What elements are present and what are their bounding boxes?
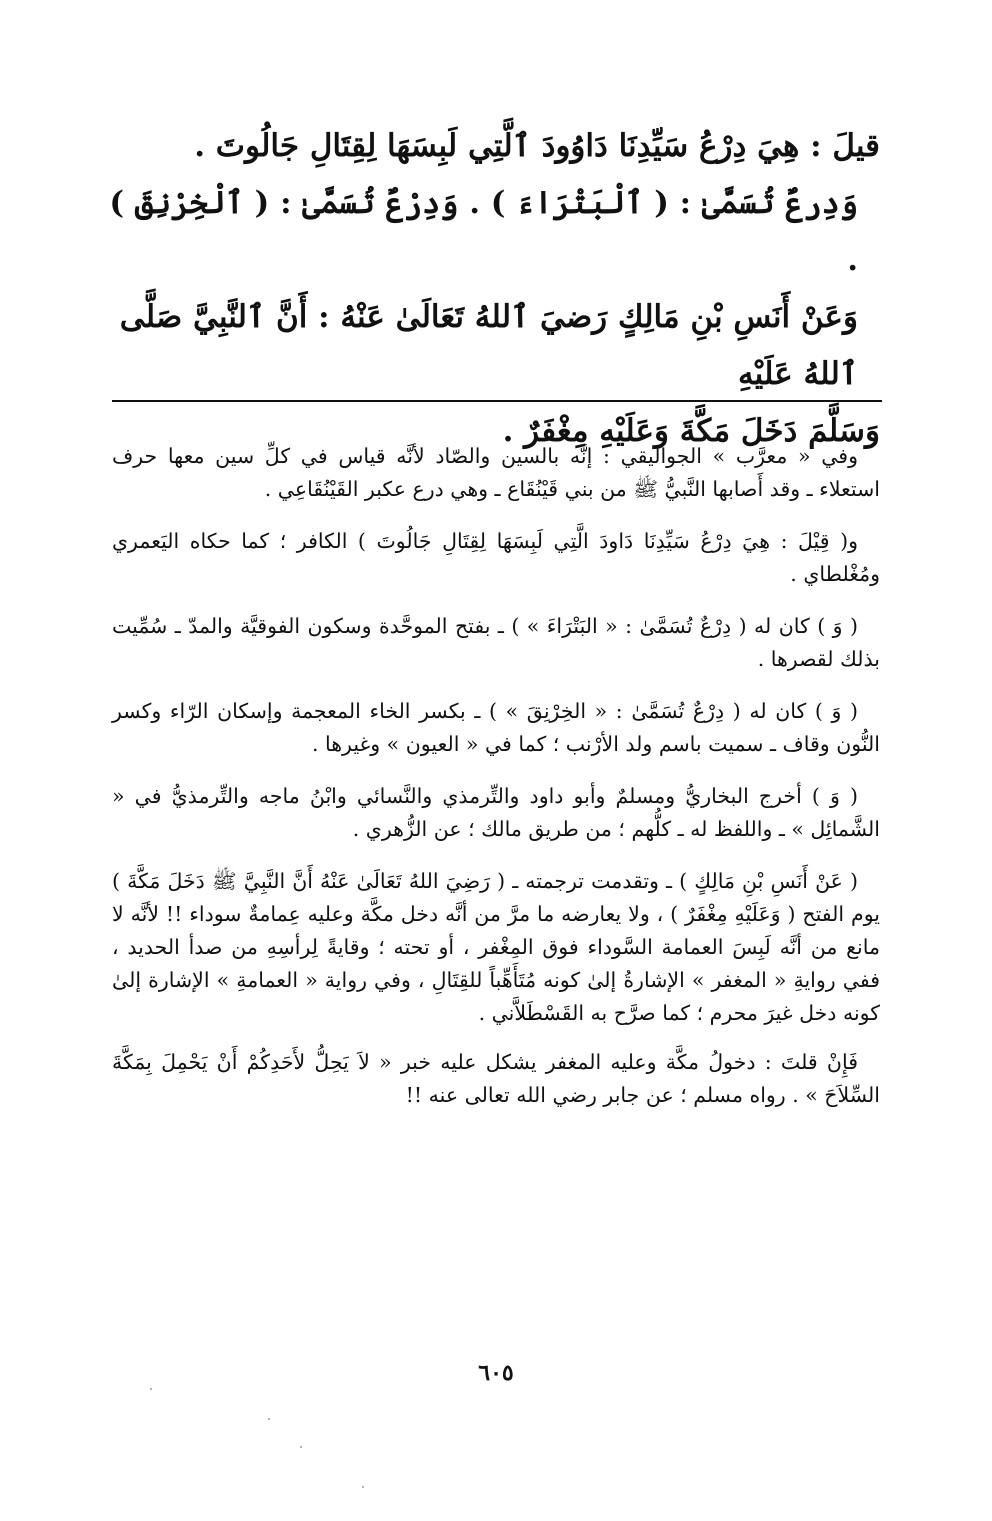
main-text-line: وَدِرعٌ تُسَمَّىٰ : ( ٱلْبَتْرَاءَ ) . وَدِرْعٌ تُسَمَّىٰ : ( ٱلْخِرْنِقَ ) . xyxy=(109,185,858,278)
commentary-paragraph: فَإِنْ قلتَ : دخولُ مكَّة وعليه المغفر يشكل عليه خبر « لاَ يَحِلُّ لأَحَدِكُمْ أَنْ يَحْمِلَ بِمَكَّةَ السِّلاَحَ » . رواه مسلم ؛ عن جابر رضي الله تعالى عنه !! xyxy=(112,1050,880,1107)
commentary-paragraph: ( وَ ) أخرج البخاريُّ ومسلمٌ وأبو داود والتِّرمذي والنَّسائي وابْنُ ماجه والتِّرمذيُّ في « الشَّمائِل » ـ واللفظ له ـ كلُّهم ؛ من طريق مالك ؛ عن الزُّهري . xyxy=(112,784,880,841)
main-text-line: وَعَنْ أَنَسِ بْنِ مَالِكٍ رَضيَ ٱللهُ تَعَالَىٰ عَنْهُ : أَنَّ ٱلنَّبِيَّ صَلَّى ٱللهُ عَلَيْهِ xyxy=(119,299,858,392)
scan-speck xyxy=(268,1418,270,1420)
main-text-block xyxy=(100,118,880,460)
scan-speck xyxy=(150,1388,152,1390)
scan-speck xyxy=(300,1446,302,1448)
main-text-line: وَسَلَّمَ دَخَلَ مَكَّةَ وَعَلَيْهِ مِغْفَرٌ . xyxy=(502,413,880,449)
commentary-paragraph: ( وَ ) كان له ( دِرْعٌ تُسَمَّىٰ : « الخِرْنِقَ » ) ـ بكسر الخاء المعجمة وإسكان الرّاء وكسر النُّون وقاف ـ سميت باسم ولد الأرْنب ؛ كما في « العيون » وغيرها . xyxy=(112,699,880,756)
scan-speck xyxy=(362,1486,364,1488)
main-text-line: قيلَ : هِيَ دِرْعُ سَيِّدِنَا دَاوُودَ ٱلَّتِي لَبِسَهَا لِقِتَالِ جَالُوتَ . xyxy=(194,128,880,164)
commentary-paragraph: ( عَنْ أَنَسِ بْنِ مَالِكٍ ) ـ وتقدمت ترجمته ـ ( رَضِيَ اللهُ تَعَالَىٰ عَنْهُ أَنَّ النَّبِيَّ ﷺ دَخَلَ مَكَّةَ ) يوم الفتح ( وَعَلَيْهِ مِغْفَرٌ ) ، ولا يعارضه ما مرَّ من أنَّه دخل مكَّة وعليه عِمامةٌ سوداء !! لأنَّه لا مانع من أنَّه لَبِسَ العمامة السَّوداء فوق المِغْفر ، أو تحته ؛ وقايةً لِرأسِهِ من صدأ الحديد ، ففي روايةِ « المغفر » الإشارةُ إلىٰ كونه مُتَأَهِّباً للقِتَالِ ، وفي رواية « العمامةِ » الإشارة إلىٰ كونه دخل غيرَ محرم ؛ كما صرَّح به القَسْطَلاَّني . xyxy=(112,869,880,1025)
commentary-block xyxy=(112,440,880,1131)
commentary-paragraph: ( وَ ) كان له ( دِرْعٌ تُسَمَّىٰ : « البَتْرَاءَ » ) ـ بفتح الموحَّدة وسكون الفوقيَّة والمدّ ـ سُمِّيت بذلك لقصرها . xyxy=(112,614,880,671)
page-number: ٦٠٥ xyxy=(478,1360,514,1386)
commentary-paragraph: وفي « معرَّب » الجواليقي : إنَّه بالسين والصّاد لأنَّه قياس في كلِّ سين معها حرف استعلاء ـ وقد أَصابها النَّبيُّ ﷺ من بني قَيْنُقَاع ـ وهي درع عكبر القَيْنُقَاعِي . xyxy=(112,444,880,501)
footnote-divider xyxy=(112,400,882,402)
commentary-paragraph: و( قِيْلَ : هِيَ دِرْعُ سَيِّدِنَا دَاودَ الَّتِي لَبِسَهَا لِقِتَالِ جَالُوتَ ) الكافر ؛ كما حكاه اليَعمري ومُغْلطاي . xyxy=(112,529,880,586)
